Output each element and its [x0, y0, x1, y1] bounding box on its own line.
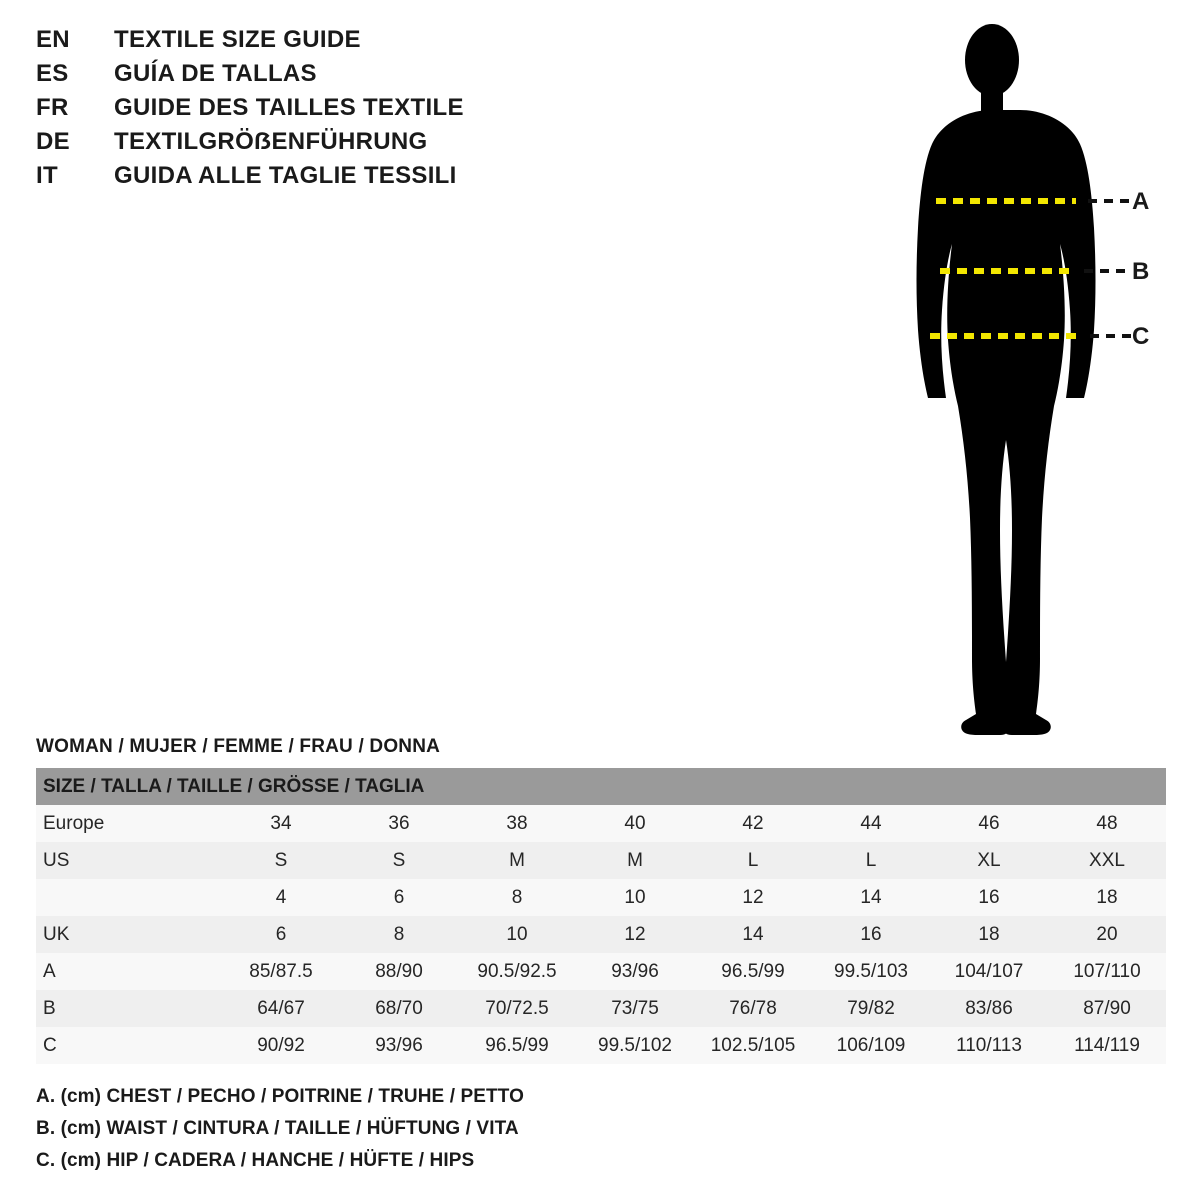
cell: 79/82	[812, 990, 930, 1027]
language-title: GUIDA ALLE TAGLIE TESSILI	[114, 162, 457, 189]
language-title: GUÍA DE TALLAS	[114, 60, 317, 87]
cell: 6	[340, 879, 458, 916]
cell: 106/109	[812, 1027, 930, 1064]
cell: 90.5/92.5	[458, 953, 576, 990]
cell: 85/87.5	[222, 953, 340, 990]
cell: 46	[930, 805, 1048, 842]
cell: 99.5/102	[576, 1027, 694, 1064]
language-code: EN	[36, 26, 70, 53]
cell: 14	[694, 916, 812, 953]
row-label: B	[36, 990, 222, 1027]
cell: 90/92	[222, 1027, 340, 1064]
table-row	[36, 916, 1166, 953]
row-label: UK	[36, 916, 222, 953]
table-header-label: SIZE / TALLA / TAILLE / GRÖSSE / TAGLIA	[36, 768, 1166, 805]
row-label: A	[36, 953, 222, 990]
cell: 16	[930, 879, 1048, 916]
cell: 99.5/103	[812, 953, 930, 990]
language-title: TEXTILGRÖẞENFÜHRUNG	[114, 128, 428, 155]
cell: 10	[458, 916, 576, 953]
gender-label: WOMAN / MUJER / FEMME / FRAU / DONNA	[36, 736, 441, 757]
cell: 14	[812, 879, 930, 916]
measure-label-b: B	[1132, 258, 1150, 285]
language-title: TEXTILE SIZE GUIDE	[114, 26, 361, 53]
cell: L	[812, 842, 930, 879]
footnote-chest: A. (cm) CHEST / PECHO / POITRINE / TRUHE / PETTO	[36, 1086, 524, 1107]
row-label: Europe	[36, 805, 222, 842]
cell: 88/90	[340, 953, 458, 990]
language-row-es	[36, 60, 736, 94]
language-code: ES	[36, 60, 69, 87]
language-row-fr	[36, 94, 736, 128]
cell: 76/78	[694, 990, 812, 1027]
cell: 44	[812, 805, 930, 842]
cell: 68/70	[340, 990, 458, 1027]
cell: 12	[694, 879, 812, 916]
cell: 8	[458, 879, 576, 916]
language-title-block	[36, 26, 736, 196]
cell: 102.5/105	[694, 1027, 812, 1064]
body-figure	[860, 18, 1190, 738]
cell: 107/110	[1048, 953, 1166, 990]
language-code: DE	[36, 128, 70, 155]
footnotes	[36, 1086, 936, 1182]
cell: S	[222, 842, 340, 879]
language-code: FR	[36, 94, 69, 121]
cell: 96.5/99	[458, 1027, 576, 1064]
cell: 70/72.5	[458, 990, 576, 1027]
cell: 73/75	[576, 990, 694, 1027]
cell: 110/113	[930, 1027, 1048, 1064]
cell: XXL	[1048, 842, 1166, 879]
cell: 34	[222, 805, 340, 842]
table-row	[36, 953, 1166, 990]
cell: 20	[1048, 916, 1166, 953]
language-title: GUIDE DES TAILLES TEXTILE	[114, 94, 464, 121]
table-row	[36, 879, 1166, 916]
size-table	[36, 768, 1166, 1064]
language-row-de	[36, 128, 736, 162]
cell: M	[458, 842, 576, 879]
cell: 87/90	[1048, 990, 1166, 1027]
cell: 8	[340, 916, 458, 953]
female-silhouette-icon	[860, 18, 1190, 738]
cell: 18	[1048, 879, 1166, 916]
measure-label-a: A	[1132, 188, 1150, 215]
language-code: IT	[36, 162, 58, 189]
row-label: C	[36, 1027, 222, 1064]
cell: 64/67	[222, 990, 340, 1027]
cell: 4	[222, 879, 340, 916]
row-label	[36, 879, 222, 916]
cell: 93/96	[340, 1027, 458, 1064]
cell: 48	[1048, 805, 1166, 842]
cell: 83/86	[930, 990, 1048, 1027]
language-row-it	[36, 162, 736, 196]
cell: 6	[222, 916, 340, 953]
cell: 93/96	[576, 953, 694, 990]
cell: 36	[340, 805, 458, 842]
cell: 18	[930, 916, 1048, 953]
table-header-row	[36, 768, 1166, 805]
table-row	[36, 1027, 1166, 1064]
table-row	[36, 805, 1166, 842]
language-row-en	[36, 26, 736, 60]
cell: 114/119	[1048, 1027, 1166, 1064]
cell: XL	[930, 842, 1048, 879]
table-row	[36, 990, 1166, 1027]
cell: 40	[576, 805, 694, 842]
footnote-waist: B. (cm) WAIST / CINTURA / TAILLE / HÜFTUNG / VITA	[36, 1118, 519, 1139]
cell: S	[340, 842, 458, 879]
cell: 96.5/99	[694, 953, 812, 990]
cell: L	[694, 842, 812, 879]
row-label: US	[36, 842, 222, 879]
measure-label-c: C	[1132, 323, 1150, 350]
size-table-section	[36, 736, 1166, 1064]
cell: 16	[812, 916, 930, 953]
cell: 104/107	[930, 953, 1048, 990]
cell: 12	[576, 916, 694, 953]
cell: 42	[694, 805, 812, 842]
cell: M	[576, 842, 694, 879]
footnote-hip: C. (cm) HIP / CADERA / HANCHE / HÜFTE / HIPS	[36, 1150, 475, 1171]
table-row	[36, 842, 1166, 879]
cell: 38	[458, 805, 576, 842]
cell: 10	[576, 879, 694, 916]
